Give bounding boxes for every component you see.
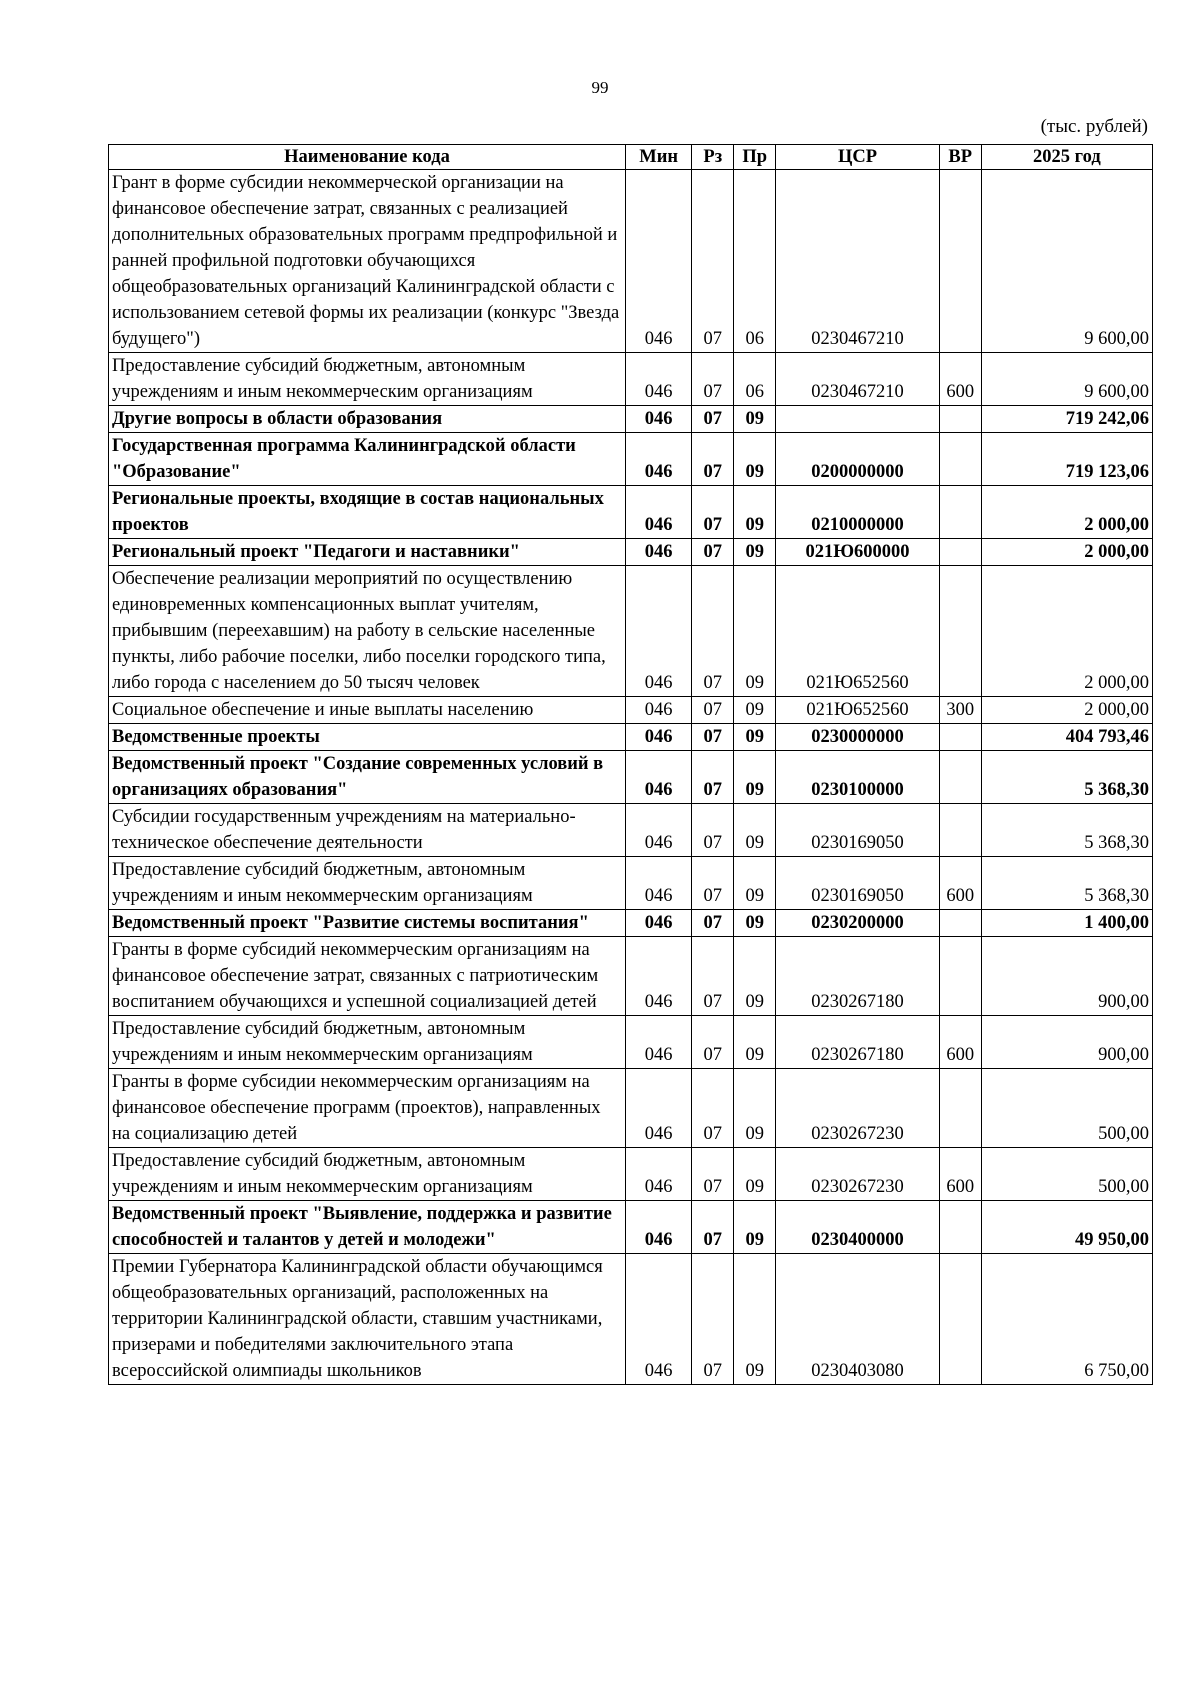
cell-name: Ведомственный проект "Выявление, поддержка и развитие способностей и талантов у детей и молодежи" [109,1201,626,1254]
page-number: 99 [591,78,609,97]
cell-rz: 07 [692,804,734,857]
header-csr: ЦСР [776,145,940,170]
cell-name: Предоставление субсидий бюджетным, автономным учреждениям и иным некоммерческим организациям [109,1016,626,1069]
cell-amount: 719 242,06 [981,406,1152,433]
cell-amount: 2 000,00 [981,539,1152,566]
cell-min: 046 [626,1016,692,1069]
table-row [109,804,1153,857]
cell-amount: 1 400,00 [981,910,1152,937]
cell-rz: 07 [692,857,734,910]
cell-pr: 06 [734,170,776,353]
table-row [109,937,1153,1016]
cell-rz: 07 [692,910,734,937]
table-row [109,539,1153,566]
cell-amount: 500,00 [981,1148,1152,1201]
cell-csr: 0230467210 [776,170,940,353]
cell-name: Социальное обеспечение и иные выплаты населению [109,697,626,724]
cell-rz: 07 [692,539,734,566]
table-row [109,751,1153,804]
cell-pr: 09 [734,406,776,433]
cell-vr: 600 [939,1148,981,1201]
cell-vr [939,1069,981,1148]
cell-pr: 09 [734,1148,776,1201]
cell-name: Ведомственный проект "Создание современных условий в организациях образования" [109,751,626,804]
cell-min: 046 [626,566,692,697]
cell-amount: 900,00 [981,937,1152,1016]
cell-rz: 07 [692,433,734,486]
table-row [109,1201,1153,1254]
table-row [109,697,1153,724]
cell-csr: 021Ю652560 [776,566,940,697]
table-row [109,857,1153,910]
cell-vr [939,433,981,486]
cell-vr [939,910,981,937]
cell-amount: 2 000,00 [981,486,1152,539]
cell-pr: 09 [734,804,776,857]
cell-csr: 0230267180 [776,937,940,1016]
cell-amount: 900,00 [981,1016,1152,1069]
cell-csr: 0230000000 [776,724,940,751]
cell-amount: 9 600,00 [981,353,1152,406]
cell-min: 046 [626,539,692,566]
cell-csr: 0230267180 [776,1016,940,1069]
cell-name: Другие вопросы в области образования [109,406,626,433]
cell-csr: 0210000000 [776,486,940,539]
cell-name: Ведомственные проекты [109,724,626,751]
table-row [109,910,1153,937]
table-row [109,1016,1153,1069]
cell-name: Гранты в форме субсидий некоммерческим организациям на финансовое обеспечение затрат, связанных с патриотическим воспитанием обучающихся и успешной социализацией детей [109,937,626,1016]
cell-pr: 09 [734,486,776,539]
cell-min: 046 [626,1254,692,1385]
cell-rz: 07 [692,937,734,1016]
cell-min: 046 [626,1069,692,1148]
budget-table [108,144,1153,1385]
units-label: (тыс. рублей) [1040,116,1148,137]
cell-vr [939,804,981,857]
cell-csr: 0230467210 [776,353,940,406]
cell-csr: 0230267230 [776,1148,940,1201]
cell-min: 046 [626,751,692,804]
header-pr: Пр [734,145,776,170]
cell-vr [939,406,981,433]
cell-min: 046 [626,170,692,353]
cell-rz: 07 [692,1148,734,1201]
cell-min: 046 [626,724,692,751]
cell-pr: 09 [734,566,776,697]
cell-name: Премии Губернатора Калининградской области обучающимся общеобразовательных организаций, расположенных на территории Калининградской области, ставшим участниками, призерами и победителями заключительного этапа всероссийской олимпиады школьников [109,1254,626,1385]
cell-min: 046 [626,433,692,486]
cell-pr: 09 [734,1069,776,1148]
cell-vr [939,566,981,697]
cell-pr: 09 [734,937,776,1016]
cell-pr: 09 [734,1016,776,1069]
cell-rz: 07 [692,724,734,751]
cell-min: 046 [626,804,692,857]
cell-name: Предоставление субсидий бюджетным, автономным учреждениям и иным некоммерческим организациям [109,353,626,406]
cell-vr [939,486,981,539]
cell-min: 046 [626,1148,692,1201]
cell-amount: 2 000,00 [981,697,1152,724]
table-row [109,566,1153,697]
cell-amount: 6 750,00 [981,1254,1152,1385]
cell-pr: 09 [734,539,776,566]
cell-min: 046 [626,937,692,1016]
cell-pr: 09 [734,857,776,910]
cell-name: Гранты в форме субсидии некоммерческим организациям на финансовое обеспечение программ (проектов), направленных на социализацию детей [109,1069,626,1148]
cell-name: Ведомственный проект "Развитие системы воспитания" [109,910,626,937]
table-row [109,406,1153,433]
cell-name: Обеспечение реализации мероприятий по осуществлению единовременных компенсационных выплат учителям, прибывшим (переехавшим) на работу в сельские населенные пункты, либо рабочие поселки, либо поселки городского типа, либо города с населением до 50 тысяч человек [109,566,626,697]
table-row [109,1069,1153,1148]
cell-vr [939,1201,981,1254]
cell-pr: 06 [734,353,776,406]
cell-min: 046 [626,910,692,937]
table-row [109,433,1153,486]
cell-csr: 0230403080 [776,1254,940,1385]
cell-vr: 600 [939,857,981,910]
cell-csr: 0230169050 [776,857,940,910]
header-year: 2025 год [981,145,1152,170]
cell-rz: 07 [692,751,734,804]
cell-csr: 0230267230 [776,1069,940,1148]
cell-rz: 07 [692,1201,734,1254]
cell-name: Предоставление субсидий бюджетным, автономным учреждениям и иным некоммерческим организациям [109,857,626,910]
cell-name: Грант в форме субсидии некоммерческой организации на финансовое обеспечение затрат, связанных с реализацией дополнительных образовательных программ предпрофильной и ранней профильной подготовки обучающихся общеобразовательных организаций Калининградской области с использованием сетевой формы их реализации (конкурс "Звезда будущего") [109,170,626,353]
cell-vr [939,539,981,566]
cell-csr: 0230169050 [776,804,940,857]
cell-rz: 07 [692,697,734,724]
cell-amount: 5 368,30 [981,804,1152,857]
header-min: Мин [626,145,692,170]
cell-csr: 0200000000 [776,433,940,486]
cell-vr [939,751,981,804]
cell-min: 046 [626,697,692,724]
table-header-row [109,145,1153,170]
cell-name: Региональные проекты, входящие в состав национальных проектов [109,486,626,539]
cell-name: Субсидии государственным учреждениям на материально-техническое обеспечение деятельности [109,804,626,857]
cell-min: 046 [626,1201,692,1254]
cell-vr [939,170,981,353]
cell-min: 046 [626,486,692,539]
cell-csr: 0230400000 [776,1201,940,1254]
table-row [109,170,1153,353]
cell-amount: 5 368,30 [981,857,1152,910]
cell-amount: 500,00 [981,1069,1152,1148]
cell-pr: 09 [734,724,776,751]
cell-csr: 0230100000 [776,751,940,804]
cell-amount: 5 368,30 [981,751,1152,804]
header-vr: ВР [939,145,981,170]
cell-rz: 07 [692,353,734,406]
cell-name: Государственная программа Калининградской области "Образование" [109,433,626,486]
cell-name: Предоставление субсидий бюджетным, автономным учреждениям и иным некоммерческим организациям [109,1148,626,1201]
cell-pr: 09 [734,1201,776,1254]
cell-pr: 09 [734,1254,776,1385]
cell-name: Региональный проект "Педагоги и наставники" [109,539,626,566]
table-row [109,1148,1153,1201]
table-row [109,353,1153,406]
cell-amount: 9 600,00 [981,170,1152,353]
cell-min: 046 [626,857,692,910]
table-body [109,170,1153,1385]
cell-min: 046 [626,353,692,406]
cell-rz: 07 [692,170,734,353]
cell-pr: 09 [734,697,776,724]
cell-amount: 2 000,00 [981,566,1152,697]
cell-pr: 09 [734,910,776,937]
cell-min: 046 [626,406,692,433]
header-rz: Рз [692,145,734,170]
cell-rz: 07 [692,486,734,539]
cell-rz: 07 [692,1069,734,1148]
cell-vr [939,1254,981,1385]
table-row [109,724,1153,751]
cell-vr: 300 [939,697,981,724]
cell-vr: 600 [939,1016,981,1069]
table-row [109,486,1153,539]
cell-amount: 404 793,46 [981,724,1152,751]
cell-rz: 07 [692,1254,734,1385]
cell-vr [939,724,981,751]
cell-rz: 07 [692,406,734,433]
cell-csr: 021Ю652560 [776,697,940,724]
cell-csr: 021Ю600000 [776,539,940,566]
cell-csr: 0230200000 [776,910,940,937]
cell-vr: 600 [939,353,981,406]
cell-pr: 09 [734,433,776,486]
cell-rz: 07 [692,1016,734,1069]
table-row [109,1254,1153,1385]
cell-pr: 09 [734,751,776,804]
cell-amount: 49 950,00 [981,1201,1152,1254]
cell-amount: 719 123,06 [981,433,1152,486]
header-name: Наименование кода [109,145,626,170]
cell-vr [939,937,981,1016]
cell-rz: 07 [692,566,734,697]
cell-csr [776,406,940,433]
